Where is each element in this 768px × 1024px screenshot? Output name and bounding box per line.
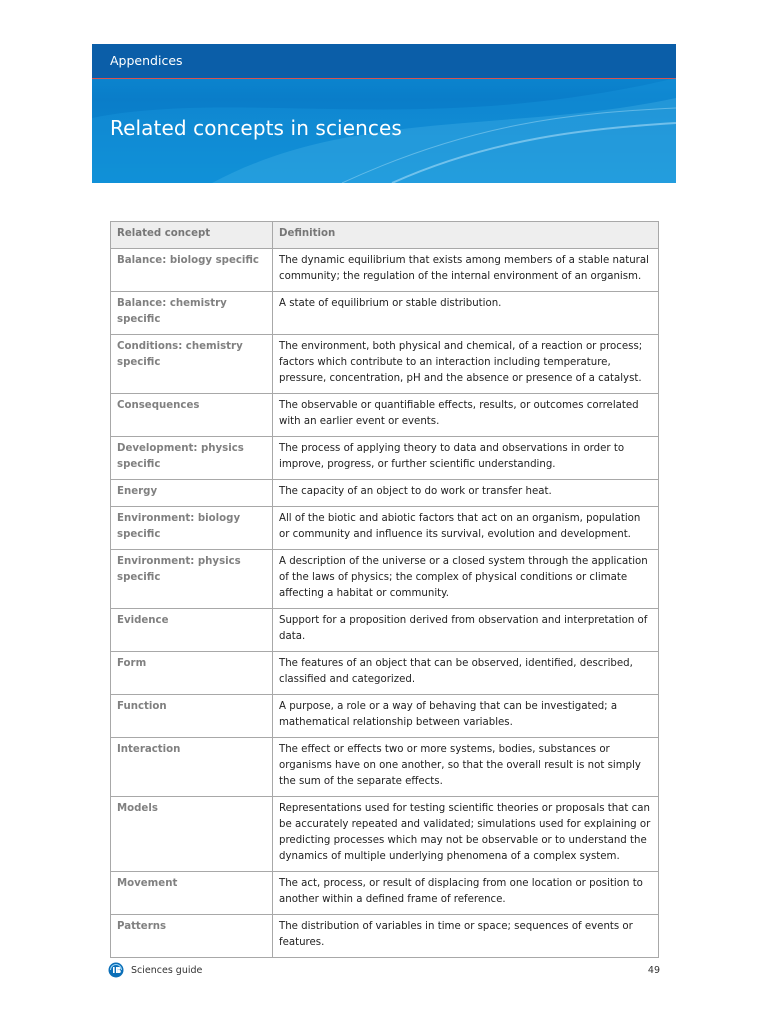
definition-cell: The dynamic equilibrium that exists among members of a stable natural community; the regulation of the internal environment of an organism. bbox=[273, 249, 659, 292]
concept-cell: Conditions: chemistry specific bbox=[111, 335, 273, 394]
concept-cell: Balance: chemistry specific bbox=[111, 292, 273, 335]
concept-cell: Development: physics specific bbox=[111, 437, 273, 480]
table-row bbox=[111, 292, 659, 335]
column-header-definition: Definition bbox=[273, 222, 659, 249]
concept-cell: Consequences bbox=[111, 394, 273, 437]
definition-cell: The capacity of an object to do work or transfer heat. bbox=[273, 480, 659, 507]
table-row bbox=[111, 437, 659, 480]
definition-cell: A description of the universe or a closed system through the application of the laws of physics; the complex of physical conditions or climate affecting a habitat or community. bbox=[273, 550, 659, 609]
concept-cell: Function bbox=[111, 695, 273, 738]
concept-cell: Environment: biology specific bbox=[111, 507, 273, 550]
definition-cell: A state of equilibrium or stable distribution. bbox=[273, 292, 659, 335]
concept-cell: Interaction bbox=[111, 738, 273, 797]
definition-cell: The process of applying theory to data and observations in order to improve, progress, or further scientific understanding. bbox=[273, 437, 659, 480]
concept-cell: Environment: physics specific bbox=[111, 550, 273, 609]
table-row bbox=[111, 249, 659, 292]
definition-cell: The distribution of variables in time or space; sequences of events or features. bbox=[273, 915, 659, 958]
definition-cell: The environment, both physical and chemical, of a reaction or process; factors which contribute to an interaction including temperature, pressure, concentration, pH and the absence or presence of a catalyst. bbox=[273, 335, 659, 394]
table-row bbox=[111, 480, 659, 507]
page-footer bbox=[108, 962, 660, 980]
header-banner bbox=[92, 44, 676, 183]
definition-cell: Support for a proposition derived from observation and interpretation of data. bbox=[273, 609, 659, 652]
guide-name: Sciences guide bbox=[131, 965, 203, 976]
table-row bbox=[111, 915, 659, 958]
column-header-concept: Related concept bbox=[111, 222, 273, 249]
definition-cell: The effect or effects two or more systems, bodies, substances or organisms have on one another, so that the overall result is not simply the sum of the separate effects. bbox=[273, 738, 659, 797]
concept-cell: Movement bbox=[111, 872, 273, 915]
concept-cell: Evidence bbox=[111, 609, 273, 652]
concept-cell: Patterns bbox=[111, 915, 273, 958]
table-row bbox=[111, 695, 659, 738]
table-row bbox=[111, 738, 659, 797]
section-bar bbox=[92, 44, 676, 79]
related-concepts-table bbox=[110, 221, 659, 958]
table-row bbox=[111, 797, 659, 872]
definition-cell: The observable or quantifiable effects, results, or outcomes correlated with an earlier event or events. bbox=[273, 394, 659, 437]
ib-logo-icon bbox=[108, 962, 124, 978]
definition-cell: The act, process, or result of displacing from one location or position to another within a defined frame of reference. bbox=[273, 872, 659, 915]
table-row bbox=[111, 550, 659, 609]
page-number: 49 bbox=[647, 965, 660, 976]
table-row bbox=[111, 507, 659, 550]
definition-cell: The features of an object that can be observed, identified, described, classified and categorized. bbox=[273, 652, 659, 695]
definition-cell: A purpose, a role or a way of behaving that can be investigated; a mathematical relationship between variables. bbox=[273, 695, 659, 738]
page-title: Related concepts in sciences bbox=[110, 116, 402, 140]
concept-cell: Balance: biology specific bbox=[111, 249, 273, 292]
concept-cell: Models bbox=[111, 797, 273, 872]
definition-cell: Representations used for testing scientific theories or proposals that can be accurately repeated and validated; simulations used for explaining or predicting processes which may not be observable or to understand the dynamics of multiple underlying phenomena of a complex system. bbox=[273, 797, 659, 872]
definition-cell: All of the biotic and abiotic factors that act on an organism, population or community and influence its survival, evolution and development. bbox=[273, 507, 659, 550]
table-row bbox=[111, 652, 659, 695]
table-header-row bbox=[111, 222, 659, 249]
table-row bbox=[111, 335, 659, 394]
concept-cell: Energy bbox=[111, 480, 273, 507]
section-label: Appendices bbox=[110, 53, 183, 68]
table-row bbox=[111, 394, 659, 437]
table-row bbox=[111, 872, 659, 915]
concept-cell: Form bbox=[111, 652, 273, 695]
table-row bbox=[111, 609, 659, 652]
